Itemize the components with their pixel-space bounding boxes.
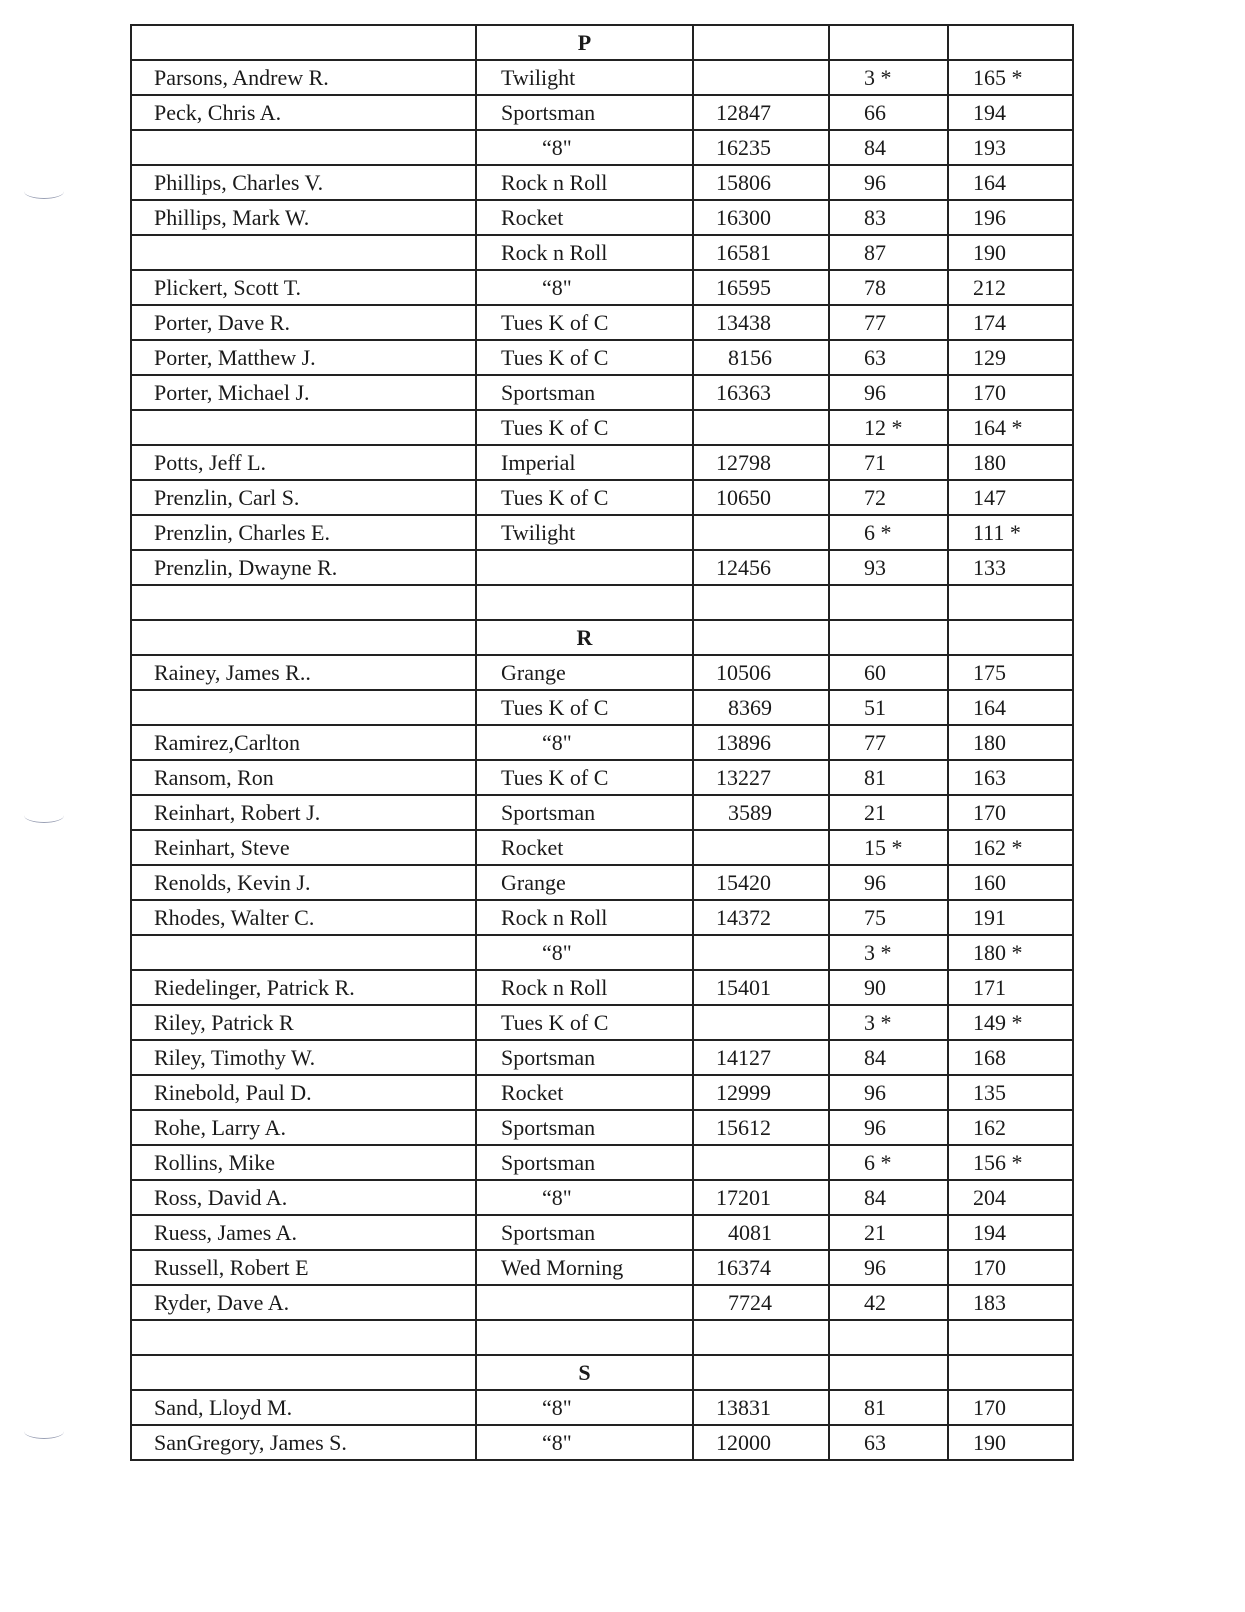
league-name: Rock n Roll <box>476 165 693 200</box>
total-pins <box>693 1005 829 1040</box>
average-score: 204 <box>948 1180 1073 1215</box>
average-score: 168 <box>948 1040 1073 1075</box>
bowler-name <box>131 690 476 725</box>
average-score: 162 <box>948 1110 1073 1145</box>
league-name: Rock n Roll <box>476 235 693 270</box>
league-name: Twilight <box>476 515 693 550</box>
average-score: 135 <box>948 1075 1073 1110</box>
average-score: 170 <box>948 375 1073 410</box>
total-pins <box>693 935 829 970</box>
league-name: Sportsman <box>476 1215 693 1250</box>
bowler-name: Phillips, Mark W. <box>131 200 476 235</box>
total-pins <box>693 410 829 445</box>
roster-body <box>131 25 1073 1460</box>
league-name <box>476 1285 693 1320</box>
total-pins: 12456 <box>693 550 829 585</box>
table-row <box>131 375 1073 410</box>
league-name: “8" <box>476 1425 693 1460</box>
bowler-name <box>131 410 476 445</box>
total-pins: 15401 <box>693 970 829 1005</box>
average-score: 190 <box>948 235 1073 270</box>
games-bowled: 77 <box>829 305 948 340</box>
table-row <box>131 270 1073 305</box>
league-name: Tues K of C <box>476 760 693 795</box>
table-row <box>131 935 1073 970</box>
table-row <box>131 970 1073 1005</box>
bowler-name: Riley, Timothy W. <box>131 1040 476 1075</box>
games-bowled: 66 <box>829 95 948 130</box>
league-name: Twilight <box>476 60 693 95</box>
average-score: 164 <box>948 690 1073 725</box>
total-pins: 8369 <box>693 690 829 725</box>
games-bowled: 6 * <box>829 1145 948 1180</box>
table-row <box>131 1180 1073 1215</box>
empty-cell <box>829 585 948 620</box>
table-row <box>131 690 1073 725</box>
games-bowled: 21 <box>829 795 948 830</box>
games-bowled: 87 <box>829 235 948 270</box>
league-name: “8" <box>476 935 693 970</box>
bowler-name <box>131 235 476 270</box>
empty-cell <box>948 1355 1073 1390</box>
section-letter: P <box>476 25 693 60</box>
league-name: Grange <box>476 655 693 690</box>
empty-cell <box>829 620 948 655</box>
league-name: Tues K of C <box>476 410 693 445</box>
total-pins: 10506 <box>693 655 829 690</box>
table-row <box>131 1040 1073 1075</box>
empty-cell <box>131 25 476 60</box>
total-pins: 16581 <box>693 235 829 270</box>
section-header-row <box>131 1355 1073 1390</box>
total-pins: 12999 <box>693 1075 829 1110</box>
games-bowled: 96 <box>829 865 948 900</box>
bowler-name: Ramirez,Carlton <box>131 725 476 760</box>
total-pins: 12798 <box>693 445 829 480</box>
league-name: Sportsman <box>476 1110 693 1145</box>
table-row <box>131 480 1073 515</box>
total-pins: 10650 <box>693 480 829 515</box>
games-bowled: 3 * <box>829 1005 948 1040</box>
bowler-name <box>131 130 476 165</box>
empty-cell <box>693 1320 829 1355</box>
blank-spacer-row <box>131 1320 1073 1355</box>
empty-cell <box>693 620 829 655</box>
total-pins: 16235 <box>693 130 829 165</box>
games-bowled: 84 <box>829 130 948 165</box>
average-score: 175 <box>948 655 1073 690</box>
section-letter: S <box>476 1355 693 1390</box>
empty-cell <box>829 1355 948 1390</box>
games-bowled: 77 <box>829 725 948 760</box>
average-score: 194 <box>948 1215 1073 1250</box>
bowler-name: Rainey, James R.. <box>131 655 476 690</box>
games-bowled: 81 <box>829 760 948 795</box>
games-bowled: 3 * <box>829 935 948 970</box>
league-name: “8" <box>476 130 693 165</box>
average-score: 191 <box>948 900 1073 935</box>
table-row <box>131 1215 1073 1250</box>
binder-hole-mark <box>24 1424 64 1439</box>
empty-cell <box>131 620 476 655</box>
bowler-name: Ryder, Dave A. <box>131 1285 476 1320</box>
average-score: 183 <box>948 1285 1073 1320</box>
empty-cell <box>948 25 1073 60</box>
empty-cell <box>948 585 1073 620</box>
table-row <box>131 130 1073 165</box>
empty-cell <box>693 1355 829 1390</box>
bowler-name: Rollins, Mike <box>131 1145 476 1180</box>
average-score: 171 <box>948 970 1073 1005</box>
table-row <box>131 340 1073 375</box>
total-pins: 13896 <box>693 725 829 760</box>
total-pins: 8156 <box>693 340 829 375</box>
table-row <box>131 1145 1073 1180</box>
league-name: Sportsman <box>476 95 693 130</box>
binder-hole-mark <box>24 184 64 199</box>
games-bowled: 90 <box>829 970 948 1005</box>
empty-cell <box>131 1355 476 1390</box>
league-name: “8" <box>476 725 693 760</box>
empty-cell <box>476 1320 693 1355</box>
total-pins <box>693 60 829 95</box>
average-score: 165 * <box>948 60 1073 95</box>
average-score: 180 <box>948 445 1073 480</box>
bowler-name: Parsons, Andrew R. <box>131 60 476 95</box>
table-row <box>131 550 1073 585</box>
games-bowled: 6 * <box>829 515 948 550</box>
table-row <box>131 900 1073 935</box>
league-name: Tues K of C <box>476 690 693 725</box>
bowler-name: Rohe, Larry A. <box>131 1110 476 1145</box>
league-name: Tues K of C <box>476 340 693 375</box>
average-score: 193 <box>948 130 1073 165</box>
league-name: “8" <box>476 1390 693 1425</box>
total-pins: 16363 <box>693 375 829 410</box>
empty-cell <box>829 25 948 60</box>
total-pins <box>693 830 829 865</box>
bowler-name: Riedelinger, Patrick R. <box>131 970 476 1005</box>
table-row <box>131 165 1073 200</box>
average-score: 163 <box>948 760 1073 795</box>
empty-cell <box>693 25 829 60</box>
total-pins: 4081 <box>693 1215 829 1250</box>
average-score: 149 * <box>948 1005 1073 1040</box>
games-bowled: 96 <box>829 375 948 410</box>
table-row <box>131 865 1073 900</box>
bowler-name: SanGregory, James S. <box>131 1425 476 1460</box>
average-score: 180 * <box>948 935 1073 970</box>
league-name: Rock n Roll <box>476 970 693 1005</box>
table-row <box>131 95 1073 130</box>
average-score: 162 * <box>948 830 1073 865</box>
games-bowled: 96 <box>829 1250 948 1285</box>
games-bowled: 21 <box>829 1215 948 1250</box>
average-score: 147 <box>948 480 1073 515</box>
bowler-name: Prenzlin, Dwayne R. <box>131 550 476 585</box>
total-pins: 16374 <box>693 1250 829 1285</box>
games-bowled: 12 * <box>829 410 948 445</box>
total-pins <box>693 1145 829 1180</box>
average-score: 180 <box>948 725 1073 760</box>
games-bowled: 63 <box>829 340 948 375</box>
average-score: 164 * <box>948 410 1073 445</box>
total-pins: 13831 <box>693 1390 829 1425</box>
table-row <box>131 60 1073 95</box>
games-bowled: 78 <box>829 270 948 305</box>
bowler-name: Ruess, James A. <box>131 1215 476 1250</box>
empty-cell <box>476 585 693 620</box>
total-pins: 14372 <box>693 900 829 935</box>
bowler-name: Plickert, Scott T. <box>131 270 476 305</box>
games-bowled: 96 <box>829 1110 948 1145</box>
table-row <box>131 760 1073 795</box>
league-name: Sportsman <box>476 1145 693 1180</box>
bowler-name: Porter, Matthew J. <box>131 340 476 375</box>
games-bowled: 15 * <box>829 830 948 865</box>
empty-cell <box>829 1320 948 1355</box>
total-pins: 12847 <box>693 95 829 130</box>
total-pins: 15420 <box>693 865 829 900</box>
games-bowled: 83 <box>829 200 948 235</box>
league-name: Tues K of C <box>476 1005 693 1040</box>
bowler-roster-table <box>130 24 1074 1461</box>
average-score: 170 <box>948 1390 1073 1425</box>
total-pins: 7724 <box>693 1285 829 1320</box>
bowler-name: Rhodes, Walter C. <box>131 900 476 935</box>
total-pins: 13438 <box>693 305 829 340</box>
blank-spacer-row <box>131 585 1073 620</box>
games-bowled: 81 <box>829 1390 948 1425</box>
bowler-name: Ransom, Ron <box>131 760 476 795</box>
league-name: Sportsman <box>476 375 693 410</box>
total-pins: 16300 <box>693 200 829 235</box>
table-row <box>131 1390 1073 1425</box>
games-bowled: 75 <box>829 900 948 935</box>
games-bowled: 84 <box>829 1040 948 1075</box>
league-name <box>476 550 693 585</box>
table-row <box>131 1075 1073 1110</box>
games-bowled: 63 <box>829 1425 948 1460</box>
empty-cell <box>131 585 476 620</box>
table-row <box>131 725 1073 760</box>
bowler-name: Rinebold, Paul D. <box>131 1075 476 1110</box>
total-pins: 15612 <box>693 1110 829 1145</box>
average-score: 174 <box>948 305 1073 340</box>
league-name: Tues K of C <box>476 305 693 340</box>
total-pins: 3589 <box>693 795 829 830</box>
league-name: Rocket <box>476 830 693 865</box>
games-bowled: 3 * <box>829 60 948 95</box>
total-pins <box>693 515 829 550</box>
table-row <box>131 655 1073 690</box>
table-row <box>131 305 1073 340</box>
total-pins: 12000 <box>693 1425 829 1460</box>
league-name: “8" <box>476 270 693 305</box>
total-pins: 14127 <box>693 1040 829 1075</box>
bowler-name: Prenzlin, Charles E. <box>131 515 476 550</box>
league-name: Wed Morning <box>476 1250 693 1285</box>
average-score: 194 <box>948 95 1073 130</box>
total-pins: 13227 <box>693 760 829 795</box>
games-bowled: 72 <box>829 480 948 515</box>
table-row <box>131 235 1073 270</box>
bowler-name: Porter, Dave R. <box>131 305 476 340</box>
games-bowled: 93 <box>829 550 948 585</box>
games-bowled: 42 <box>829 1285 948 1320</box>
table-row <box>131 830 1073 865</box>
games-bowled: 71 <box>829 445 948 480</box>
table-row <box>131 1110 1073 1145</box>
bowler-name: Renolds, Kevin J. <box>131 865 476 900</box>
games-bowled: 96 <box>829 165 948 200</box>
table-row <box>131 1285 1073 1320</box>
games-bowled: 60 <box>829 655 948 690</box>
total-pins: 15806 <box>693 165 829 200</box>
average-score: 170 <box>948 1250 1073 1285</box>
games-bowled: 51 <box>829 690 948 725</box>
bowler-name: Russell, Robert E <box>131 1250 476 1285</box>
average-score: 212 <box>948 270 1073 305</box>
total-pins: 16595 <box>693 270 829 305</box>
league-name: Sportsman <box>476 1040 693 1075</box>
bowler-name: Reinhart, Steve <box>131 830 476 865</box>
league-name: Tues K of C <box>476 480 693 515</box>
bowler-name: Riley, Patrick R <box>131 1005 476 1040</box>
games-bowled: 96 <box>829 1075 948 1110</box>
average-score: 196 <box>948 200 1073 235</box>
bowler-name <box>131 935 476 970</box>
section-header-row <box>131 25 1073 60</box>
league-name: Rocket <box>476 1075 693 1110</box>
bowler-name: Ross, David A. <box>131 1180 476 1215</box>
bowler-name: Prenzlin, Carl S. <box>131 480 476 515</box>
league-name: “8" <box>476 1180 693 1215</box>
average-score: 170 <box>948 795 1073 830</box>
empty-cell <box>131 1320 476 1355</box>
empty-cell <box>948 620 1073 655</box>
bowler-name: Porter, Michael J. <box>131 375 476 410</box>
binder-hole-mark <box>24 808 64 823</box>
average-score: 190 <box>948 1425 1073 1460</box>
league-name: Rock n Roll <box>476 900 693 935</box>
table-row <box>131 200 1073 235</box>
bowler-name: Phillips, Charles V. <box>131 165 476 200</box>
table-row <box>131 1425 1073 1460</box>
bowler-name: Potts, Jeff L. <box>131 445 476 480</box>
bowler-name: Reinhart, Robert J. <box>131 795 476 830</box>
bowler-name: Peck, Chris A. <box>131 95 476 130</box>
total-pins: 17201 <box>693 1180 829 1215</box>
table-row <box>131 1005 1073 1040</box>
games-bowled: 84 <box>829 1180 948 1215</box>
empty-cell <box>948 1320 1073 1355</box>
table-row <box>131 445 1073 480</box>
table-row <box>131 515 1073 550</box>
table-row <box>131 795 1073 830</box>
league-name: Sportsman <box>476 795 693 830</box>
section-header-row <box>131 620 1073 655</box>
table-row <box>131 410 1073 445</box>
average-score: 111 * <box>948 515 1073 550</box>
table-row <box>131 1250 1073 1285</box>
average-score: 156 * <box>948 1145 1073 1180</box>
league-name: Imperial <box>476 445 693 480</box>
average-score: 129 <box>948 340 1073 375</box>
league-name: Grange <box>476 865 693 900</box>
empty-cell <box>693 585 829 620</box>
league-name: Rocket <box>476 200 693 235</box>
section-letter: R <box>476 620 693 655</box>
bowler-name: Sand, Lloyd M. <box>131 1390 476 1425</box>
average-score: 133 <box>948 550 1073 585</box>
average-score: 164 <box>948 165 1073 200</box>
average-score: 160 <box>948 865 1073 900</box>
